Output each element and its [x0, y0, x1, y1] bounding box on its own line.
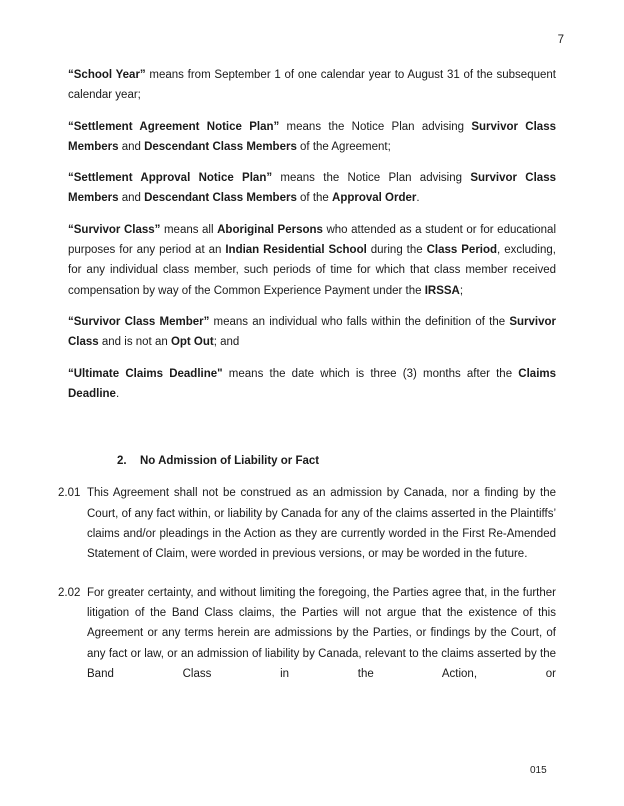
clause-number: 2.02: [58, 586, 81, 599]
definition-settlement-agreement-notice-plan: “Settlement Agreement Notice Plan” means the Notice Plan advising Survivor Class Members and Descendant Class Members of the Agreement;: [68, 120, 556, 153]
definition-survivor-class-member: “Survivor Class Member” means an individual who falls within the definition of the Survivor Class and is not an Opt Out; and: [68, 315, 556, 349]
section-number: 2.: [117, 455, 127, 468]
definition-settlement-approval-notice-plan: “Settlement Approval Notice Plan” means the Notice Plan advising Survivor Class Members and Descendant Class Members of the Approval Order.: [68, 172, 556, 205]
definition-school-year: “School Year” means from September 1 of one calendar year to August 31 of the subsequent calendar year;: [68, 69, 556, 102]
section-title: No Admission of Liability or Fact: [140, 455, 320, 468]
definition-survivor-class: “Survivor Class” means all Aboriginal Persons who attended as a student or for educational purposes for any period at an Indian Residential School during the Class Period, excluding, for any individual class member, such periods of time for which that class member received compensation by way of the Common Experience Payment under the IRSSA;: [68, 223, 556, 297]
clause-text: This Agreement shall not be construed as an admission by Canada, nor a finding by the Court, of any fact within, or liability by Canada for any of the claims asserted in the Plaintiffs’ claims and/or pleadings in the Action as they are currently worded in the First Re-Amended Statement of Claim, were worded in previous versions, or may be worded in the future.: [87, 487, 556, 561]
clause-text: For greater certainty, and without limiting the foregoing, the Parties agree that, in the further litigation of the Band Class claims, the Parties will not argue that the existence of this Agreement or any terms herein are admissions by the Parties, or findings by the Court, of any fact or law, or an admission of liability by Canada, relevant to the claims asserted by the Band Class in the Action, or: [87, 586, 556, 680]
footer-stamp-number: 015: [530, 765, 547, 776]
definition-ultimate-claims-deadline: “Ultimate Claims Deadline" means the date which is three (3) months after the Claims Deadline.: [68, 367, 557, 400]
page-content: [58, 0, 557, 684]
section-heading: [117, 451, 556, 471]
page-number: 7: [557, 34, 564, 46]
clause-2-02: [58, 583, 556, 684]
clause-2-01: [58, 483, 556, 564]
clause-number: 2.01: [58, 487, 81, 500]
